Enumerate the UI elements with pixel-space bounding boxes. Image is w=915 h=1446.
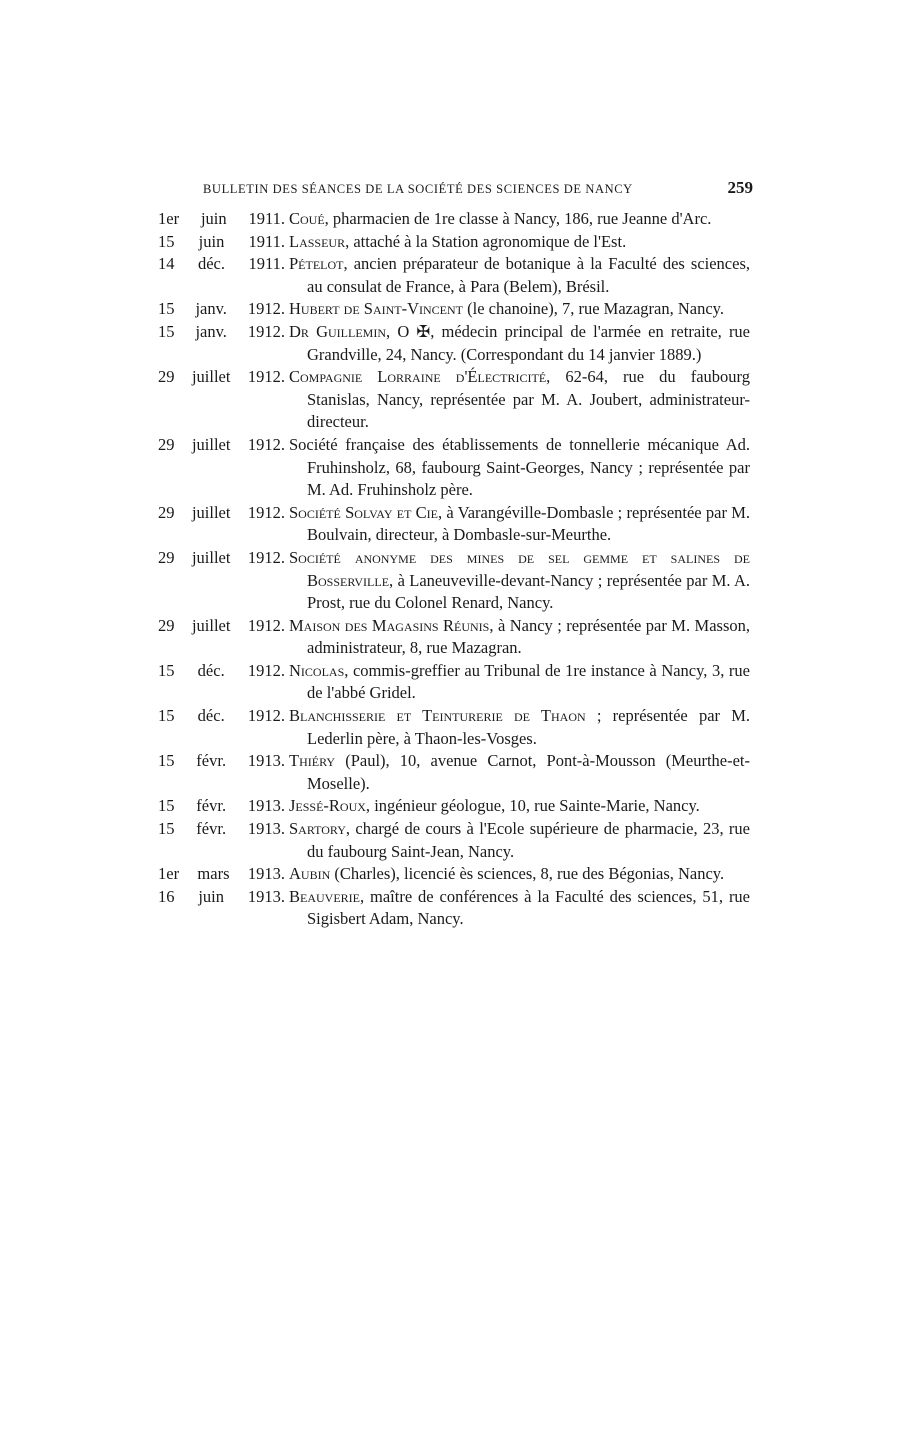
entry-details: à Nancy ; représentée par M. Masson, administrateur, 8, rue Mazagran.: [307, 615, 750, 658]
entry-date: 29 juillet 1912.: [158, 615, 285, 635]
entry-details: maître de conférences à la Faculté des sciences, 51, rue Sigisbert Adam, Nancy.: [307, 886, 751, 929]
entry-details: à Varangéville-Dombasle ; représentée par M. Boulvain, directeur, à Dombasle-sur-Meurthe.: [307, 502, 750, 545]
list-item: [158, 253, 750, 298]
entry-text: [289, 795, 750, 818]
entry-name: Jessé-Roux,: [289, 796, 371, 816]
list-item: [158, 434, 750, 502]
entry-details: représentée par M. Lederlin père, à Thaon-les-Vosges.: [307, 706, 751, 748]
entry-text: [289, 298, 750, 321]
entry-date: 15 déc. 1912.: [158, 706, 285, 726]
entry-name: Sartory,: [289, 819, 351, 839]
list-item: [158, 660, 750, 705]
entry-text: [289, 231, 750, 254]
list-item: [158, 298, 750, 321]
entry-date: 15 févr. 1913.: [158, 819, 285, 839]
entry-text: [289, 253, 750, 298]
entry-date: 29 juillet 1912.: [158, 547, 285, 567]
entry-name: Société Solvay et Cie,: [289, 502, 443, 522]
list-item: [158, 886, 750, 931]
entry-details: commis-greffier au Tribunal de 1re instance à Nancy, 3, rue de l'abbé Gridel.: [307, 660, 751, 703]
entry-text: [289, 208, 750, 231]
entry-details: attaché à la Station agronomique de l'Est.: [353, 231, 627, 251]
entry-name: Beauverie,: [289, 886, 365, 906]
entry-text: [289, 660, 750, 705]
entry-name: Nicolas,: [289, 660, 349, 680]
entry-details: ancien préparateur de botanique à la Faculté des sciences, au consulat de France, à Para (Belem), Brésil.: [307, 254, 750, 296]
entry-text: [289, 502, 750, 547]
entry-text: [289, 818, 750, 863]
list-item: [158, 208, 750, 231]
entry-details: ingénieur géologue, 10, rue Sainte-Marie, Nancy.: [374, 796, 700, 816]
entry-details: à Laneuveville-devant-Nancy ; représentée par M. A. Prost, rue du Colonel Renard, Nancy.: [307, 570, 750, 613]
entry-date: 29 juillet 1912.: [158, 367, 285, 387]
list-item: [158, 366, 750, 434]
running-header: [203, 178, 753, 198]
entry-text: [289, 750, 750, 795]
entry-name: Compagnie Lorraine d'Électricité,: [289, 367, 551, 387]
list-item: [158, 750, 750, 795]
entry-date: 15 juin 1911.: [158, 231, 285, 251]
entry-details: chargé de cours à l'Ecole supérieure de pharmacie, 23, rue du faubourg Saint-Jean, Nancy.: [307, 819, 751, 861]
list-item: [158, 795, 750, 818]
page-number: 259: [727, 178, 753, 197]
entry-date: 1er mars 1913.: [158, 864, 285, 884]
header-title: BULLETIN DES SÉANCES DE LA SOCIÉTÉ DES SCIENCES DE NANCY: [203, 182, 633, 196]
entry-name: Hubert de Saint-Vincent: [289, 299, 464, 319]
list-item: [158, 321, 750, 366]
entry-name: Maison des Magasins Réunis,: [289, 615, 494, 635]
entry-name: Dr Guillemin,: [289, 321, 391, 341]
list-item: [158, 502, 750, 547]
entry-details: (Charles), licencié ès sciences, 8, rue des Bégonias, Nancy.: [334, 864, 725, 884]
entry-details: O ✠, médecin principal de l'armée en retraite, rue Grandville, 24, Nancy. (Correspondant du 14 janvier 1889.): [307, 321, 751, 364]
entry-text: [289, 886, 750, 931]
entry-date: 15 févr. 1913.: [158, 751, 285, 771]
entry-name: Blanchisserie et Teinturerie de Thaon ;: [289, 706, 602, 726]
list-item: [158, 863, 750, 886]
entry-date: 15 déc. 1912.: [158, 660, 285, 680]
entry-date: 29 juillet 1912.: [158, 434, 285, 454]
list-item: [158, 615, 750, 660]
entry-name: Pételot,: [289, 254, 348, 274]
entry-details: (Paul), 10, avenue Carnot, Pont-à-Mousson (Meurthe-et-Moselle).: [307, 751, 751, 793]
entry-text: [289, 366, 750, 434]
entry-details: Société française des établissements de tonnellerie mécanique Ad. Fruhinsholz, 68, faubourg Saint-Georges, Nancy ; représentée par M. Ad. Fruhinsholz père.: [289, 434, 750, 500]
entry-text: [289, 321, 750, 366]
entry-text: [289, 705, 750, 750]
entry-details: pharmacien de 1re classe à Nancy, 186, rue Jeanne d'Arc.: [332, 209, 712, 228]
entry-date: 29 juillet 1912.: [158, 502, 285, 522]
entry-details: (le chanoine), 7, rue Mazagran, Nancy.: [467, 299, 724, 319]
entry-text: [289, 547, 750, 615]
entry-name: Coué,: [289, 209, 329, 228]
entry-date: 15 févr. 1913.: [158, 796, 285, 816]
entry-details: 62-64, rue du faubourg Stanislas, Nancy, représentée par M. A. Joubert, administrateur-directeur.: [307, 367, 751, 432]
list-item: [158, 818, 750, 863]
entry-text: [289, 615, 750, 660]
entry-name: Aubin: [289, 864, 331, 884]
entry-date: 15 janv. 1912.: [158, 321, 285, 341]
entry-name: Lasseur,: [289, 231, 350, 251]
member-list: [158, 208, 750, 931]
entry-date: 16 juin 1913.: [158, 886, 285, 906]
list-item: [158, 547, 750, 615]
list-item: [158, 231, 750, 254]
entry-date: 15 janv. 1912.: [158, 299, 285, 319]
entry-date: 1er juin 1911.: [158, 209, 285, 228]
list-item: [158, 705, 750, 750]
entry-date: 14 déc. 1911.: [158, 254, 285, 274]
entry-name: Thiéry: [289, 751, 336, 771]
entry-text: [289, 434, 750, 502]
entry-name: Société anonyme des mines de sel gemme et salines de Bosserville,: [289, 547, 750, 590]
entry-text: [289, 863, 750, 886]
